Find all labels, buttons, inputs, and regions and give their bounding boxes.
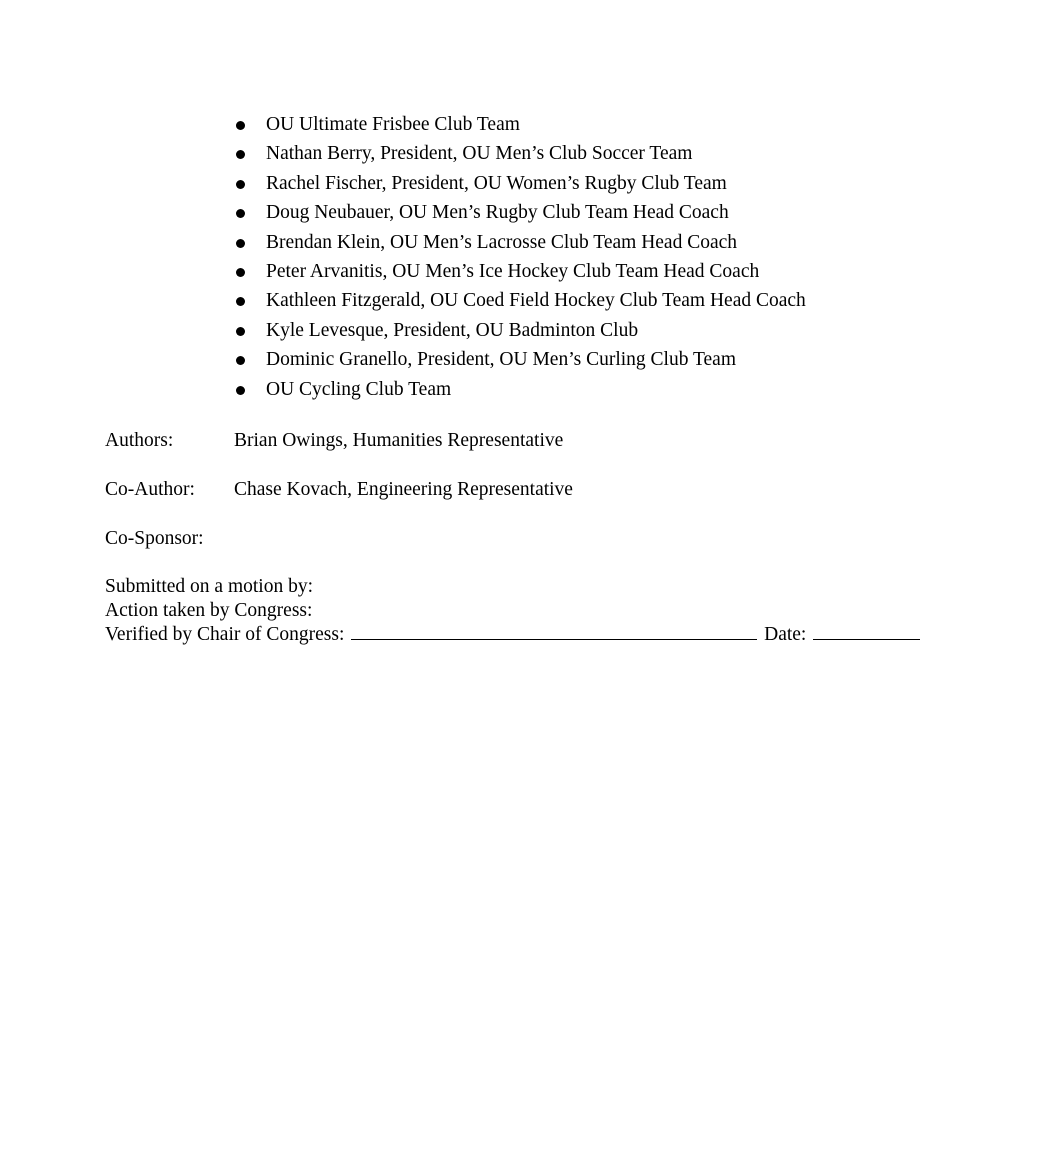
bullet-icon	[236, 356, 245, 365]
cosponsor-row	[105, 527, 234, 551]
list-item	[230, 230, 806, 259]
bullet-icon	[236, 327, 245, 336]
authors-label: Authors:	[105, 430, 174, 451]
list-item	[230, 377, 806, 406]
supporters-list	[230, 112, 806, 406]
bullet-icon	[236, 386, 245, 395]
list-item	[230, 200, 806, 229]
coauthor-label: Co-Author:	[105, 479, 195, 500]
list-item-text: Nathan Berry, President, OU Men’s Club Soccer Team	[266, 143, 693, 165]
chair-signature-line	[351, 625, 757, 640]
list-item	[230, 318, 806, 347]
list-item	[230, 141, 806, 170]
bullet-icon	[236, 239, 245, 248]
list-item-text: Kyle Levesque, President, OU Badminton Club	[266, 319, 639, 341]
list-item	[230, 259, 806, 288]
bullet-icon	[236, 268, 245, 277]
list-item-text: OU Ultimate Frisbee Club Team	[266, 114, 520, 135]
coauthor-row	[105, 478, 573, 502]
date-label: Date:	[764, 624, 807, 645]
action-line: Action taken by Congress:	[105, 600, 313, 621]
list-item	[230, 347, 806, 376]
authors-value: Brian Owings, Humanities Representative	[234, 430, 564, 451]
bullet-icon	[236, 297, 245, 306]
cosponsor-label: Co-Sponsor:	[105, 528, 204, 549]
verified-line	[105, 623, 920, 647]
list-item-text: Brendan Klein, OU Men’s Lacrosse Club Team Head Coach	[266, 231, 738, 253]
coauthor-value: Chase Kovach, Engineering Representative	[234, 479, 573, 500]
bullet-icon	[236, 209, 245, 218]
list-item-text: Rachel Fischer, President, OU Women’s Rugby Club Team	[266, 172, 727, 194]
bullet-icon	[236, 121, 245, 130]
list-item-text: Dominic Granello, President, OU Men’s Curling Club Team	[266, 349, 737, 371]
bullet-icon	[236, 150, 245, 159]
verified-label: Verified by Chair of Congress:	[105, 624, 345, 645]
list-item-text: Doug Neubauer, OU Men’s Rugby Club Team Head Coach	[266, 202, 729, 224]
date-line	[813, 625, 920, 640]
list-item-text: Kathleen Fitzgerald, OU Coed Field Hockey Club Team Head Coach	[266, 290, 806, 312]
bullet-icon	[236, 180, 245, 189]
list-item	[230, 112, 806, 141]
submitted-line: Submitted on a motion by:	[105, 576, 313, 597]
signature-block	[105, 575, 920, 647]
authors-row	[105, 429, 563, 453]
list-item-text: Peter Arvanitis, OU Men’s Ice Hockey Club Team Head Coach	[266, 260, 760, 282]
list-item	[230, 171, 806, 200]
list-item-text: OU Cycling Club Team	[266, 378, 452, 400]
list-item	[230, 288, 806, 317]
